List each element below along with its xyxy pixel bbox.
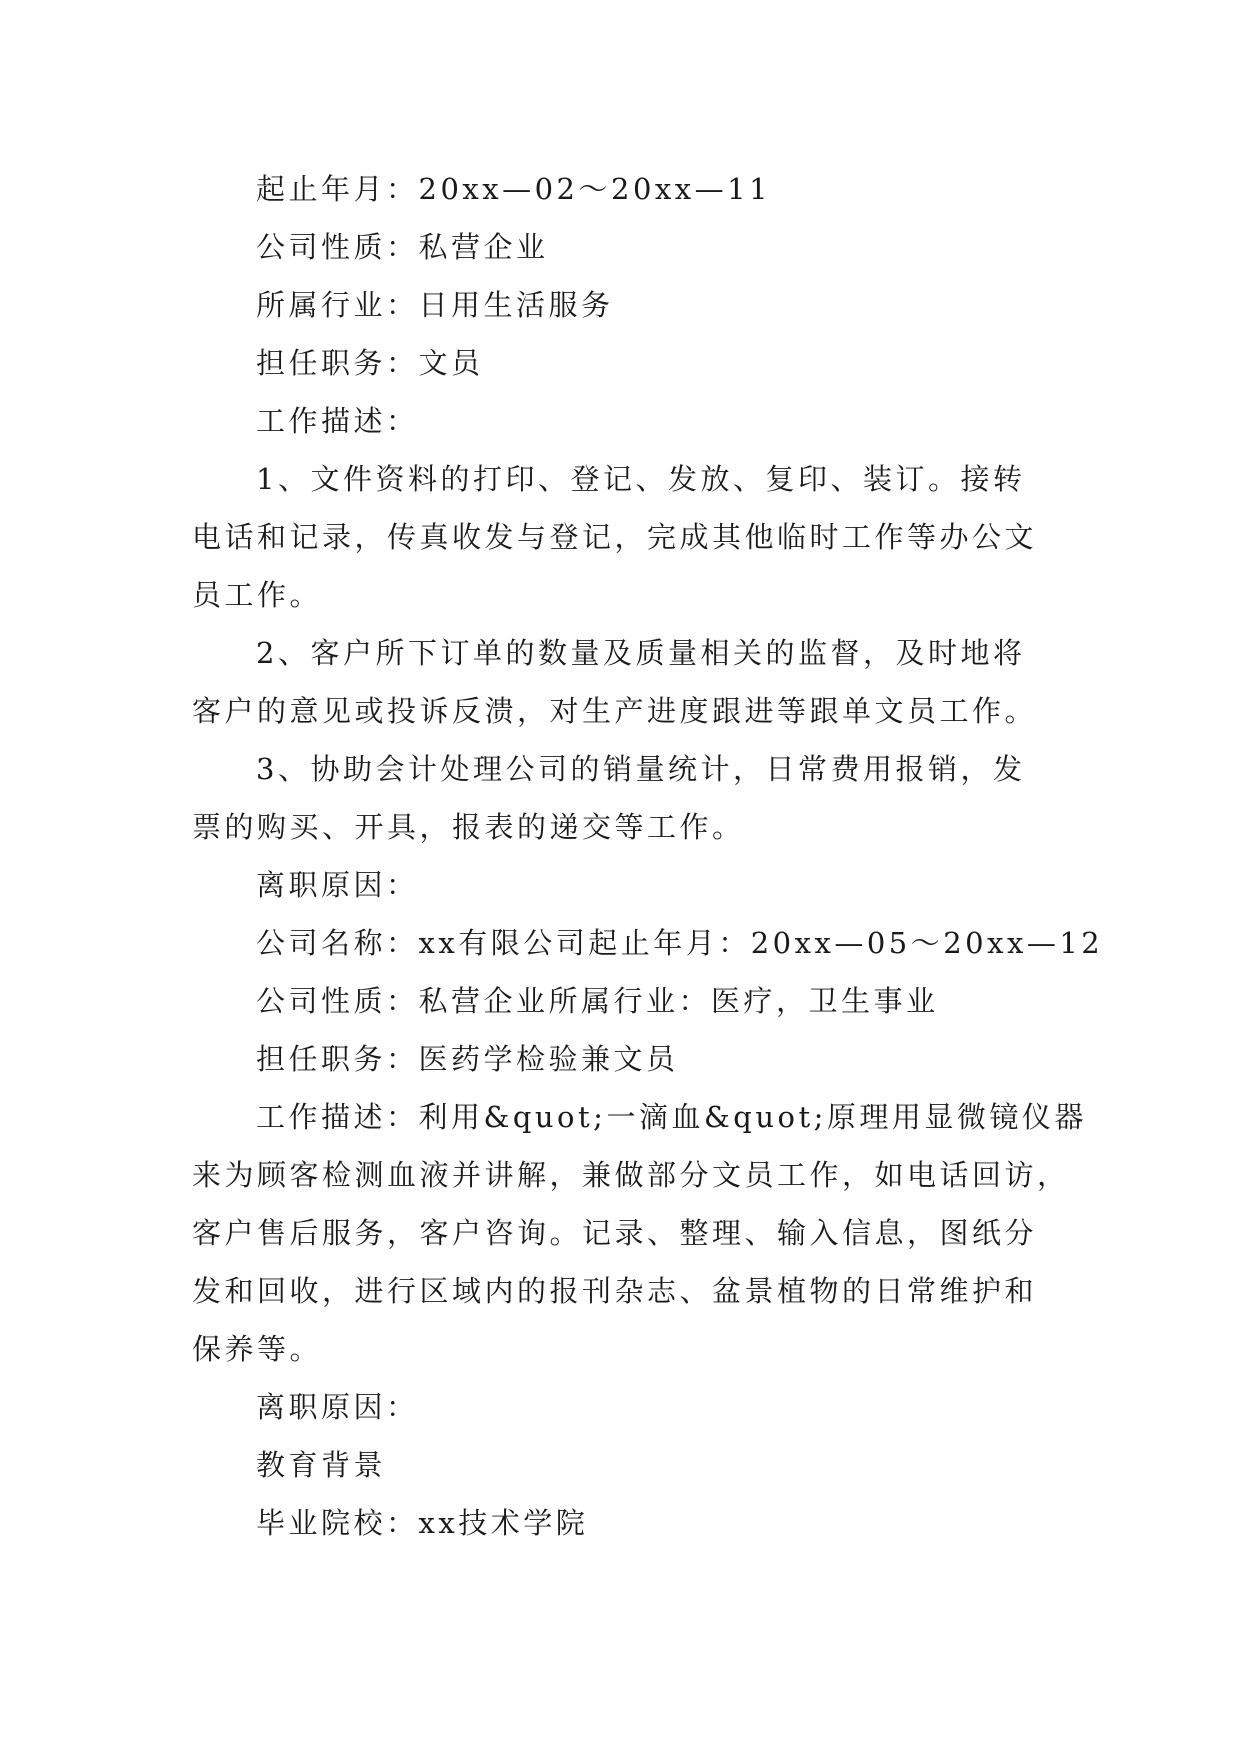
- job-description-heading: 工作描述：: [256, 404, 419, 438]
- leaving-reason-line-2: 离职原因：: [256, 1390, 419, 1424]
- position-line-2: 担任职务：医药学检验兼文员: [256, 1042, 679, 1076]
- description-item-3-line-2: 票的购买、开具，报表的递交等工作。: [192, 810, 745, 844]
- start-end-date-line: 起止年月：20xx—02～20xx—11: [256, 172, 772, 206]
- company-type-line: 公司性质：私营企业: [256, 230, 549, 264]
- position-line: 担任职务：文员: [256, 346, 484, 380]
- leaving-reason-line-1: 离职原因：: [256, 868, 419, 902]
- education-heading: 教育背景: [256, 1448, 387, 1482]
- industry-line: 所属行业：日用生活服务: [256, 288, 614, 322]
- description-item-1-line-2: 电话和记录，传真收发与登记，完成其他临时工作等办公文: [192, 520, 1038, 554]
- company-name-line: 公司名称：xx有限公司起止年月：20xx—05～20xx—12: [256, 926, 1104, 960]
- document-body: [192, 160, 1104, 1552]
- description-item-1-line-1: 1、文件资料的打印、登记、发放、复印、装订。接转: [256, 462, 1026, 496]
- company-type-industry-line: 公司性质：私营企业所属行业：医疗，卫生事业: [256, 984, 939, 1018]
- job-description-2-line-2: 来为顾客检测血液并讲解，兼做部分文员工作，如电话回访，: [192, 1158, 1070, 1192]
- job-description-2-line-4: 发和回收，进行区域内的报刊杂志、盆景植物的日常维护和: [192, 1274, 1038, 1308]
- job-description-2-line-1: 工作描述：利用&quot;一滴血&quot;原理用显微镜仪器: [256, 1100, 1087, 1134]
- job-description-2-line-3: 客户售后服务，客户咨询。记录、整理、输入信息，图纸分: [192, 1216, 1038, 1250]
- description-item-1-line-3: 员工作。: [192, 578, 323, 612]
- description-item-3-line-1: 3、协助会计处理公司的销量统计，日常费用报销，发: [256, 752, 1026, 786]
- description-item-2-line-1: 2、客户所下订单的数量及质量相关的监督，及时地将: [256, 636, 1026, 670]
- description-item-2-line-2: 客户的意见或投诉反溃，对生产进度跟进等跟单文员工作。: [192, 694, 1038, 728]
- graduated-school-line: 毕业院校：xx技术学院: [256, 1506, 589, 1540]
- job-description-2-line-5: 保养等。: [192, 1332, 323, 1366]
